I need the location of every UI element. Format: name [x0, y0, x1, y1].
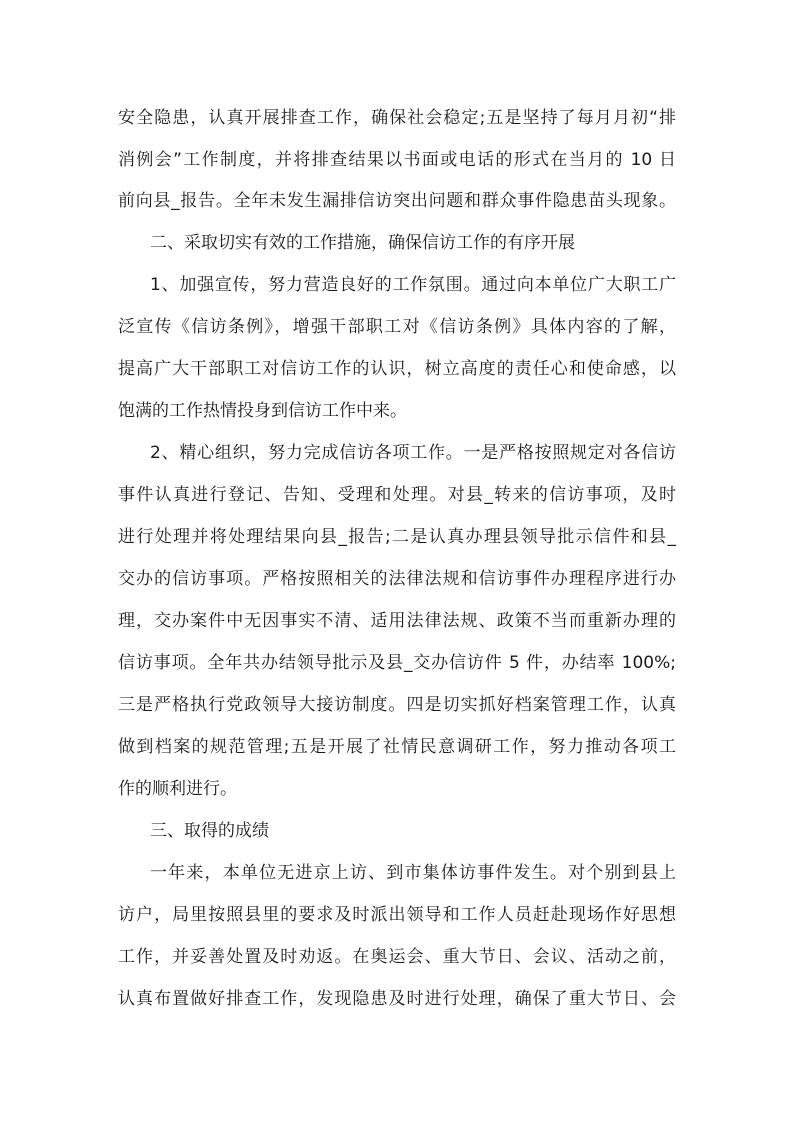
section-heading-3: 三、取得的成绩 [150, 821, 269, 841]
text-line-12: 交办的信访事项。严格按照相关的法律法规和信访事件办理程序进行办 [118, 569, 676, 589]
text-line-20: 访户，局里按照县里的要求及时派出领导和工作人员赶赴现场作好思想 [118, 905, 676, 925]
text-line-1: 安全隐患，认真开展排查工作，确保社会稳定;五是坚持了每月月初“排 [118, 108, 676, 128]
text-line-6: 泛宣传《信访条例》，增强干部职工对《信访条例》具体内容的了解， [118, 317, 676, 337]
text-line-14: 信访事项。全年共办结领导批示及县_交办信访件 5 件，办结率 100%; [118, 653, 676, 673]
text-line-21: 工作，并妥善处置及时劝返。在奥运会、重大节日、会议、活动之前， [118, 947, 676, 967]
text-line-2: 消例会”工作制度，并将排查结果以书面或电话的形式在当月的 10 日 [118, 150, 676, 170]
text-line-5: 1、加强宣传，努力营造良好的工作氛围。通过向本单位广大职工广 [150, 275, 676, 295]
text-line-9: 2、精心组织，努力完成信访各项工作。一是严格按照规定对各信访 [150, 443, 676, 463]
text-line-17: 作的顺利进行。 [118, 779, 237, 799]
text-line-7: 提高广大干部职工对信访工作的认识，树立高度的责任心和使命感，以 [118, 359, 676, 379]
text-line-19: 一年来，本单位无进京上访、到市集体访事件发生。对个别到县上 [150, 863, 676, 883]
text-line-10: 事件认真进行登记、告知、受理和处理。对县_转来的信访事项，及时 [118, 485, 676, 505]
text-line-16: 做到档案的规范管理;五是开展了社情民意调研工作，努力推动各项工 [118, 737, 676, 757]
text-line-13: 理，交办案件中无因事实不清、适用法律法规、政策不当而重新办理的 [118, 611, 676, 631]
text-line-22: 认真布置做好排查工作，发现隐患及时进行处理，确保了重大节日、会 [118, 989, 676, 1009]
text-line-15: 三是严格执行党政领导大接访制度。四是切实抓好档案管理工作，认真 [118, 695, 676, 715]
text-line-3: 前向县_报告。全年未发生漏排信访突出问题和群众事件隐患苗头现象。 [118, 191, 676, 211]
section-heading-2: 二、采取切实有效的工作措施，确保信访工作的有序开展 [150, 233, 575, 253]
text-line-8: 饱满的工作热情投身到信访工作中来。 [118, 401, 407, 421]
text-line-11: 进行处理并将处理结果向县_报告;二是认真办理县领导批示信件和县_ [118, 527, 676, 547]
